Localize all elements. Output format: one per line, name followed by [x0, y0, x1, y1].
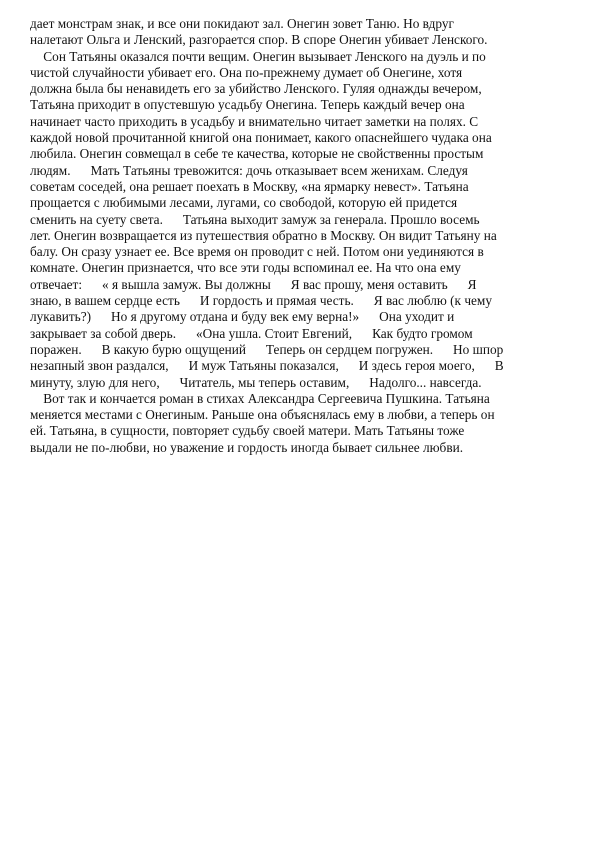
body-text	[30, 16, 570, 456]
text-line: лет. Онегин возвращается из путешествия обратно в Москву. Он видит Татьяну на	[30, 227, 497, 243]
text-line: Сон Татьяны оказался почти вещим. Онегин вызывает Ленского на дуэль и по	[30, 48, 486, 64]
text-line: минуту, злую для него, Читатель, мы теперь оставим, Надолго... навсегда.	[30, 374, 482, 390]
text-line: выдали не по-любви, но уважение и гордость иногда бывает сильнее любви.	[30, 439, 464, 455]
text-line: чистой случайности убивает его. Она по-прежнему думает об Онегине, хотя	[30, 64, 463, 80]
text-line: каждой новой прочитанной книгой она понимает, какого опаснейшего чудака она	[30, 130, 492, 146]
text-line: начинает часто приходить в усадьбу и внимательно читает заметки на полях. С	[30, 113, 479, 129]
text-line: Татьяна приходит в опустевшую усадьбу Онегина. Теперь каждый вечер она	[30, 97, 465, 113]
text-line: закрывает за собой дверь. «Она ушла. Стоит Евгений, Как будто громом	[30, 325, 473, 341]
text-line: лукавить?) Но я другому отдана и буду век ему верна!» Она уходит и	[30, 309, 455, 325]
text-line: ей. Татьяна, в сущности, повторяет судьбу своей матери. Мать Татьяны тоже	[30, 423, 465, 439]
text-line: Вот так и кончается роман в стихах Александра Сергеевича Пушкина. Татьяна	[30, 390, 490, 406]
text-line: должна была бы ненавидеть его за убийство Ленского. Гуляя однажды вечером,	[30, 81, 482, 97]
text-line: меняется местами с Онегиным. Раньше она объяснялась ему в любви, а теперь он	[30, 407, 495, 423]
text-line: любила. Онегин совмещал в себе те качества, которые не свойственны простым	[30, 146, 484, 162]
text-line: знаю, в вашем сердце есть И гордость и прямая честь. Я вас люблю (к чему	[30, 293, 492, 309]
text-line: налетают Ольга и Ленский, разгорается спор. В споре Онегин убивает Ленского.	[30, 32, 488, 48]
text-line: дает монстрам знак, и все они покидают зал. Онегин зовет Таню. Но вдруг	[30, 16, 454, 31]
text-line: людям. Мать Татьяны тревожится: дочь отказывает всем женихам. Следуя	[30, 162, 468, 178]
text-line: отвечает: « я вышла замуж. Вы должны Я вас прошу, меня оставить Я	[30, 276, 477, 292]
text-line: незапный звон раздался, И муж Татьяны показался, И здесь героя моего, В	[30, 358, 504, 374]
text-line: сменить на суету света. Татьяна выходит замуж за генерала. Прошло восемь	[30, 211, 480, 227]
text-line: поражен. В какую бурю ощущений Теперь он сердцем погружен. Но шпор	[30, 341, 504, 357]
text-line: прощается с любимыми лесами, лугами, со свободой, которую ей придется	[30, 195, 458, 211]
text-line: советам соседей, она решает поехать в Москву, «на ярмарку невест». Татьяна	[30, 178, 469, 194]
text-line: балу. Он сразу узнает ее. Все время он проводит с ней. Потом они уединяются в	[30, 244, 484, 260]
text-line: комнате. Онегин признается, что все эти годы вспоминал ее. На что она ему	[30, 260, 461, 276]
